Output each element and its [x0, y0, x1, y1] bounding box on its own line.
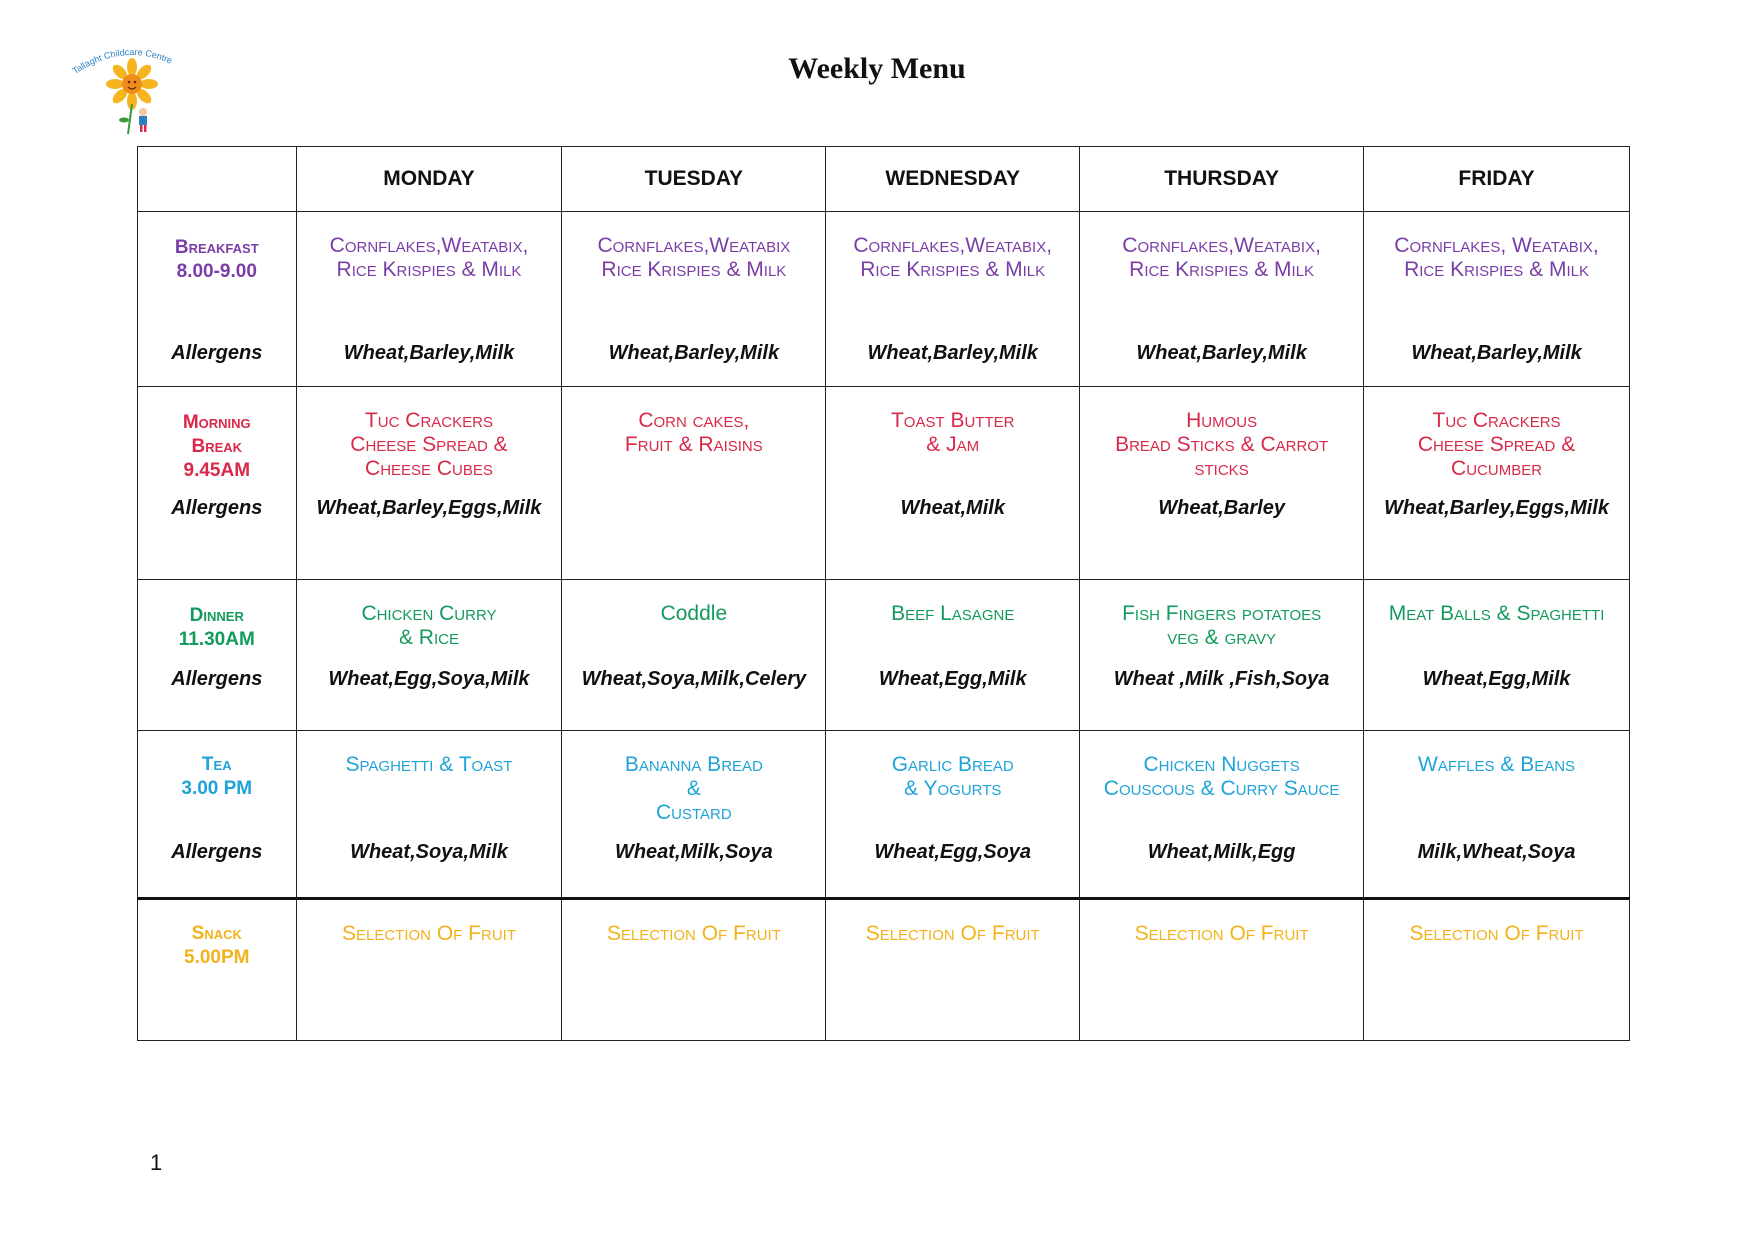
meal-row-morning-break	[138, 387, 1630, 580]
menu-item: Beef Lasagne	[891, 602, 1015, 625]
allergen-list: Wheat,Egg,Soya,Milk	[328, 668, 530, 690]
allergen-list: Wheat,Egg,Soya	[874, 841, 1032, 863]
meal-label: Tea 3.00 PM	[181, 754, 253, 799]
menu-cell	[1080, 580, 1364, 731]
meal-label-cell	[138, 212, 297, 387]
allergens-label: Allergens	[171, 342, 263, 364]
menu-item: Selection Of Fruit	[1134, 922, 1309, 945]
menu-item: Coddle	[660, 602, 728, 625]
weekly-menu-table	[137, 146, 1630, 1041]
menu-cell	[1080, 731, 1364, 899]
menu-cell	[1080, 899, 1364, 1041]
menu-cell	[562, 580, 826, 731]
day-header-thursday: THURSDAY	[1080, 147, 1364, 212]
menu-cell	[826, 387, 1080, 580]
menu-item: Toast Butter & Jam	[890, 409, 1015, 456]
allergen-list: Wheat ,Milk ,Fish,Soya	[1113, 668, 1330, 690]
allergen-list: Wheat,Barley,Milk	[867, 342, 1038, 364]
menu-item: Chicken Nuggets Couscous & Curry Sauce	[1103, 753, 1340, 800]
meal-label: Breakfast 8.00-9.00	[174, 237, 259, 282]
menu-cell	[296, 387, 562, 580]
menu-cell	[296, 899, 562, 1041]
allergen-list: Milk,Wheat,Soya	[1417, 841, 1576, 863]
menu-cell	[826, 212, 1080, 387]
menu-cell	[562, 212, 826, 387]
corner-cell	[138, 147, 297, 212]
logo-text: Tallaght Childcare Centre	[70, 46, 174, 77]
menu-cell	[296, 212, 562, 387]
menu-item: Selection Of Fruit	[606, 922, 781, 945]
menu-item: Chicken Curry & Rice	[361, 602, 497, 649]
menu-item: Corn cakes, Fruit & Raisins	[624, 409, 763, 456]
allergens-label: Allergens	[171, 497, 263, 519]
menu-cell	[562, 731, 826, 899]
meal-row-dinner	[138, 580, 1630, 731]
page-number: 1	[150, 1150, 163, 1175]
menu-cell	[1080, 212, 1364, 387]
menu-item: Cornflakes,Weatabix, Rice Krispies & Milk	[1122, 234, 1321, 281]
meal-row-snack	[138, 899, 1630, 1041]
menu-cell	[1364, 899, 1630, 1041]
allergen-list: Wheat,Egg,Milk	[878, 668, 1027, 690]
meal-row-tea	[138, 731, 1630, 899]
allergen-list: Wheat,Milk,Egg	[1147, 841, 1296, 863]
meal-label-cell	[138, 731, 297, 899]
allergen-list: Wheat,Barley,Eggs,Milk	[316, 497, 542, 519]
allergen-list: Wheat,Barley,Milk	[1136, 342, 1307, 364]
allergen-list: Wheat,Barley	[1158, 497, 1285, 519]
menu-cell	[1080, 387, 1364, 580]
menu-item: Cornflakes,Weatabix, Rice Krispies & Milk	[853, 234, 1053, 281]
menu-cell	[1364, 731, 1630, 899]
menu-item: Waffles & Beans	[1418, 753, 1576, 776]
menu-item: Tuc Crackers Cheese Spread & Cucumber	[1417, 409, 1576, 480]
allergen-list: Wheat,Barley,Milk	[343, 342, 515, 364]
allergen-list: Wheat,Soya,Milk,Celery	[581, 668, 807, 690]
day-header-friday: FRIDAY	[1364, 147, 1630, 212]
meal-label: Snack 5.00PM	[184, 923, 250, 968]
allergen-list: Wheat,Soya,Milk	[350, 841, 508, 863]
allergen-list: Wheat,Egg,Milk	[1422, 668, 1571, 690]
allergen-list: Wheat,Barley,Milk	[608, 342, 780, 364]
day-header-tuesday: TUESDAY	[562, 147, 826, 212]
menu-cell	[826, 580, 1080, 731]
allergens-label: Allergens	[171, 668, 263, 690]
menu-item: Fish Fingers potatoes veg & gravy	[1122, 602, 1322, 649]
menu-item: Selection Of Fruit	[865, 922, 1040, 945]
page-title: Weekly Menu	[788, 52, 966, 85]
menu-cell	[562, 387, 826, 580]
menu-cell	[826, 899, 1080, 1041]
menu-cell	[1364, 387, 1630, 580]
menu-item: Cornflakes,Weatabix, Rice Krispies & Milk	[329, 234, 529, 281]
allergen-list: Wheat,Barley,Milk	[1411, 342, 1582, 364]
menu-item: Humous Bread Sticks & Carrot sticks	[1115, 409, 1329, 480]
menu-item: Selection Of Fruit	[1409, 922, 1584, 945]
allergens-label: Allergens	[171, 841, 263, 863]
menu-item: Tuc Crackers Cheese Spread & Cheese Cubes	[350, 409, 508, 480]
meal-row-breakfast	[138, 212, 1630, 387]
menu-item: Cornflakes, Weatabix, Rice Krispies & Milk	[1394, 234, 1599, 281]
allergen-list: Wheat,Milk	[900, 497, 1005, 519]
allergen-list: Wheat,Barley,Eggs,Milk	[1384, 497, 1609, 519]
menu-item: Spaghetti & Toast	[345, 753, 513, 776]
menu-item: Garlic Bread & Yogurts	[891, 753, 1014, 800]
menu-item: Meat Balls & Spaghetti	[1388, 602, 1605, 625]
menu-cell	[1364, 212, 1630, 387]
menu-cell	[296, 580, 562, 731]
menu-cell	[296, 731, 562, 899]
menu-cell	[826, 731, 1080, 899]
menu-cell	[562, 899, 826, 1041]
day-header-row	[138, 147, 1630, 212]
menu-cell	[1364, 580, 1630, 731]
meal-label: Morning Break 9.45AM	[182, 412, 251, 481]
day-header-monday: MONDAY	[296, 147, 562, 212]
meal-label-cell	[138, 387, 297, 580]
allergen-list: Wheat,Milk,Soya	[614, 841, 773, 863]
day-header-wednesday: WEDNESDAY	[826, 147, 1080, 212]
meal-label-cell	[138, 580, 297, 731]
menu-item: Selection Of Fruit	[341, 922, 516, 945]
menu-item: Bananna Bread & Custard	[624, 753, 763, 824]
meal-label: Dinner 11.30AM	[178, 605, 255, 650]
menu-item: Cornflakes,Weatabix Rice Krispies & Milk	[597, 234, 791, 281]
meal-label-cell	[138, 899, 297, 1041]
